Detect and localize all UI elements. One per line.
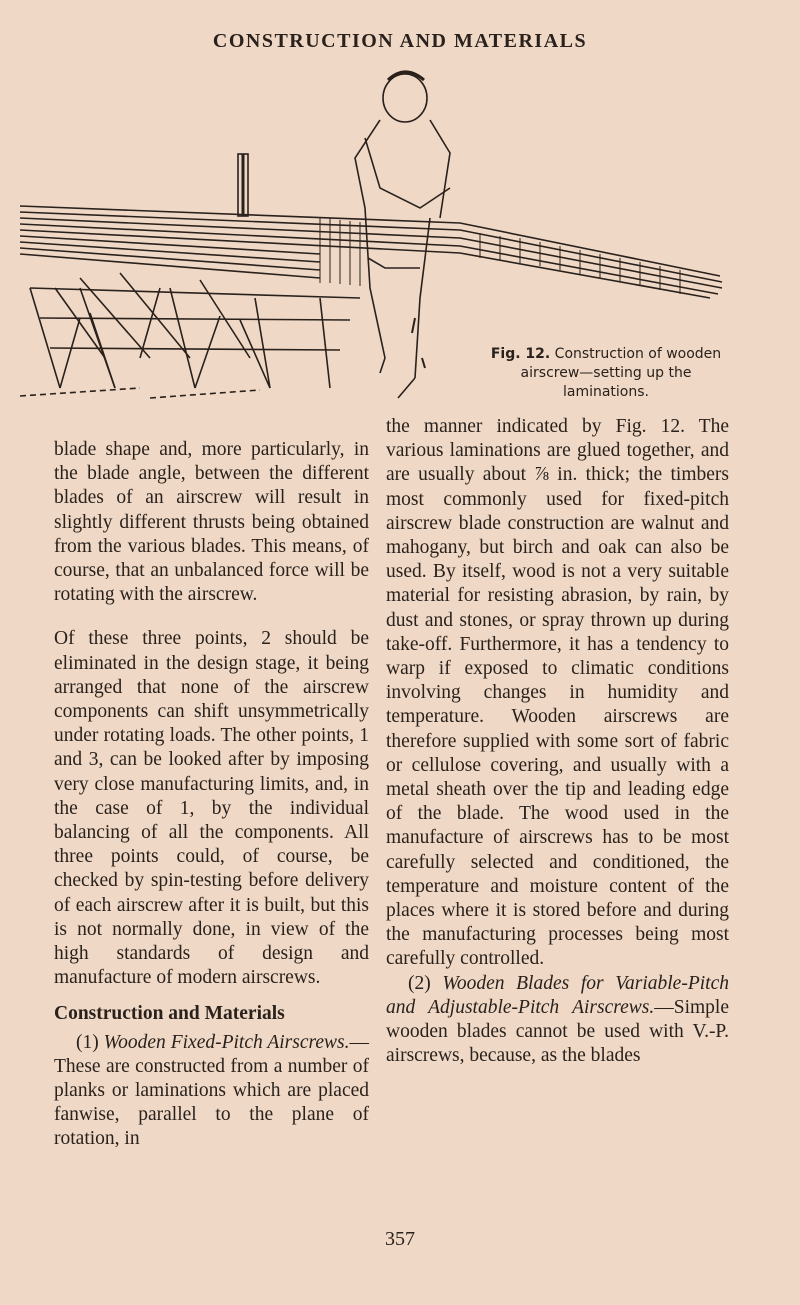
running-head: CONSTRUCTION AND MATERIALS (212, 30, 588, 52)
right-column (386, 415, 729, 1068)
left-paragraph-2: Of these three points, 2 should be eliminated in the design stage, it being arranged that none of the airscrew components can shift unsymmetrically under rotating loads. The other points, 1 and 3, can be looked after by imposing very close manufacturing limits, and, in the case of 1, by the individual balancing of all the components. All three points could, of course, be checked by spin-testing before delivery of each airscrew after it is built, but this is not normally done, in view of the high standards of design and manufacture of modern airscrews. (54, 628, 369, 989)
item-number: (2) (408, 972, 443, 994)
item-title: Wooden Blades for Variable-Pitch and Adjustable-Pitch Airscrews. (386, 972, 729, 1018)
item-number: (1) (76, 1031, 104, 1053)
right-paragraph-1: the manner indicated by Fig. 12. The various laminations are glued together, and are usually about ⅞ in. thick; the timbers most commonly used for fixed-pitch airscrew blade construction are walnut and mahogany, but birch and oak can also be used. By itself, wood is not a very suitable material for resisting abrasion, by rain, by dust and stones, or spray thrown up during take-off. Furthermore, it has a tendency to warp if exposed to climatic conditions involving changes in humidity and temperature. Wooden airscrews are therefore supplied with some sort of fabric or cellulose covering, and usually with a metal sheath over the tip and leading edge of the blade. The wood used in the manufacture of airscrews has to be most carefully selected and conditioned, the temperature and moisture content of the places where it is stored before and during the manufacturing processes being most carefully controlled. (386, 416, 729, 970)
item-title: Wooden Fixed-Pitch Airscrews. (103, 1031, 350, 1053)
page-number: 357 (385, 1228, 415, 1250)
section-heading: Construction and Materials (54, 1003, 285, 1025)
right-paragraph-2 (386, 972, 729, 1069)
item-text: —Simple wooden blades cannot be used with V.-P. airscrews, because, as the blades (386, 996, 729, 1067)
left-paragraph-1: blade shape and, more particularly, in the blade angle, between the different blades of an airscrew will result in slightly different thrusts being obtained from the various blades. This means, of course, that an unbalanced force will be rotating with the airscrew. (54, 439, 369, 606)
figure-caption-text: Construction of wooden airscrew—setting up the laminations. (520, 346, 722, 400)
figure-number: Fig. 12. (490, 346, 551, 362)
figure-caption (486, 345, 726, 402)
left-paragraph-3 (54, 1031, 369, 1152)
left-column (54, 438, 369, 1152)
item-text: —These are constructed from a number of planks or laminations which are placed fanwise, parallel to the plane of rotation, in (54, 1031, 369, 1150)
